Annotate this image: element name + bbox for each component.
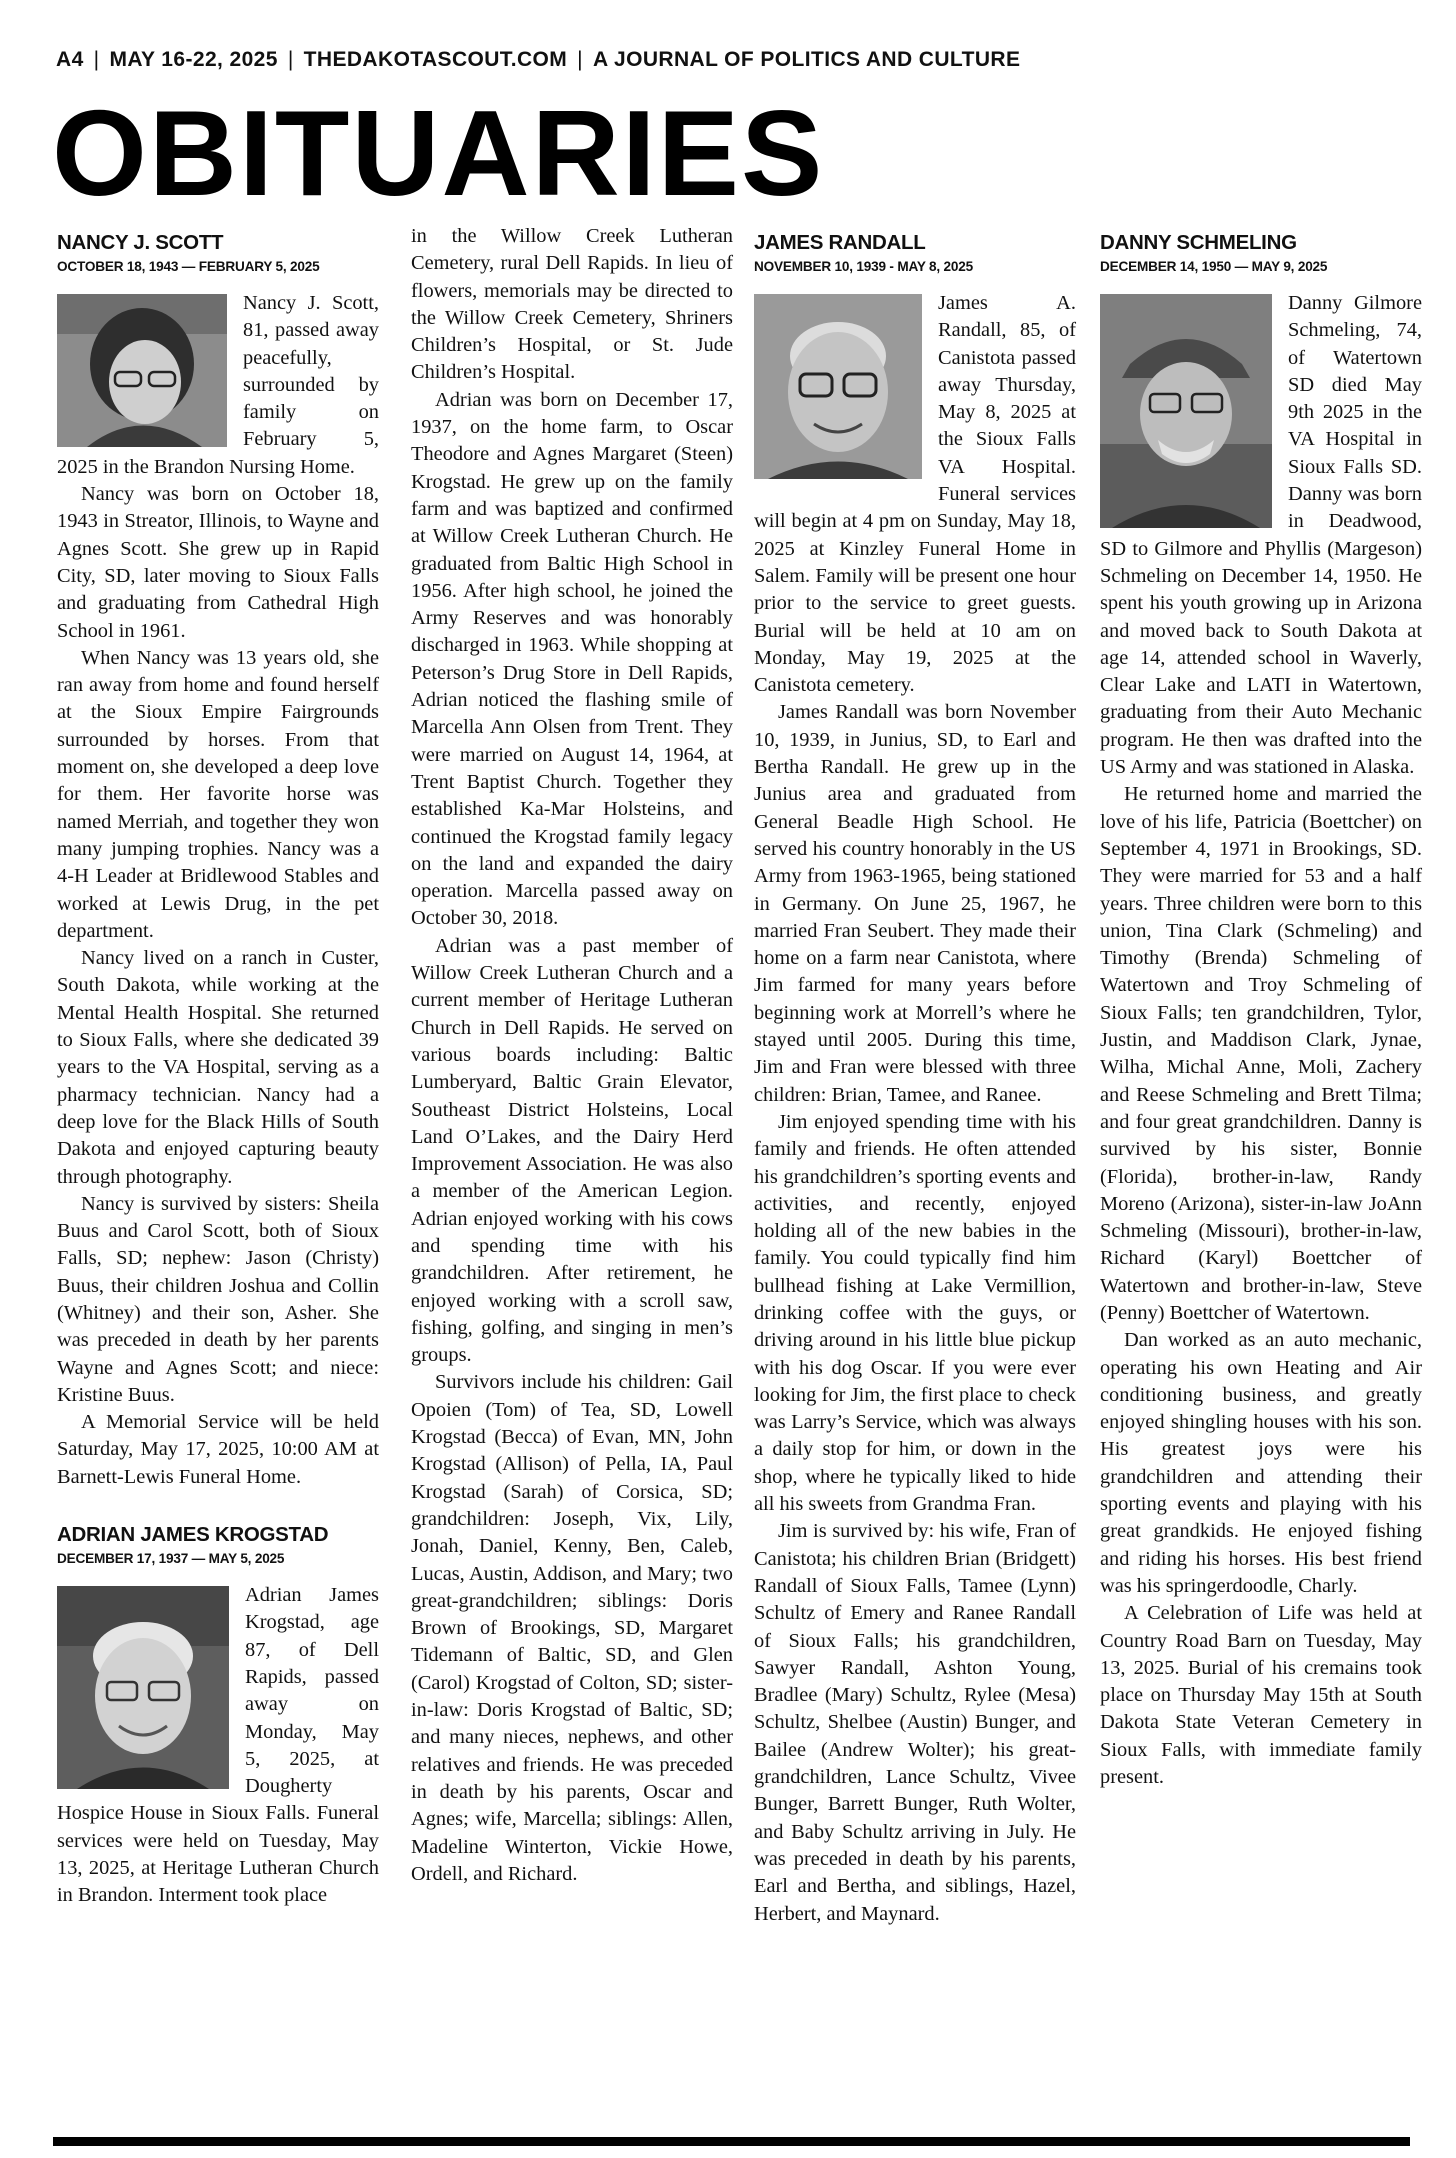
obituary-name-schmeling: DANNY SCHMELING [1100, 231, 1297, 254]
obituary-text: Jim enjoyed spending time with his family and friends. He often attended his grandchildren’s sporting events and activities, and recently, enjoyed holding all of the new babies in the family. You could typically find him bullhead fishing at Lake Vermillion, drinking coffee with the guys, or driving around in his little blue pickup with his dog Oscar. If you were ever looking for Jim, the first place to check was Larry’s Service, which was always a daily stop for him, or down in the shop, where he typically liked to hide all his sweets from Grandma Fran. [754, 1110, 1076, 1516]
obituary-text: James Randall was born November 10, 1939, in Junius, SD, to Earl and Bertha Randall. He grew up in the Junius area and graduated from General Beadle High School. He served his country honorably in the US Army from 1963-1965, being stationed in Germany. On June 25, 1967, he married Fran Seubert. They made their home on a farm near Canistota, where Jim farmed for many years before beginning work at Morrell’s where he stayed until 2005. During this time, Jim and Fran were blessed with three children: Brian, Tamee, and Ranee. [754, 701, 1076, 1106]
obituary-text: When Nancy was 13 years old, she ran away from home and found herself at the Sioux Empire Fairgrounds surrounded by horses. From that moment on, she developed a deep love for them. Her favorite horse was named Merriah, and together they won many jumping trophies. Nancy was a 4-H Leader at Bridlewood Stables and worked at Lewis Drug, in the pet department. [57, 646, 379, 942]
column-3 [754, 225, 1076, 1928]
obituary-name-randall: JAMES RANDALL [754, 231, 926, 254]
obituary-text: Nancy is survived by sisters: Sheila Buus and Carol Scott, both of Sioux Falls, SD; nephew: Jason (Christy) Buus, their children Joshua and Collin (Whitney) and their son, Asher. She was preceded in death by her parents Wayne and Agnes Scott; and niece: Kristine Buus. [57, 1192, 379, 1406]
page-header: A4 | MAY 16-22, 2025 | THEDAKOTASCOUT.COM | A JOURNAL OF POLITICS AND CULTURE [56, 48, 1021, 71]
portrait-photo-krogstad [57, 1586, 229, 1789]
obituary-name-scott: NANCY J. SCOTT [57, 231, 224, 254]
portrait-photo-randall [754, 294, 922, 479]
obituary-dates-scott: OCTOBER 18, 1943 — FEBRUARY 5, 2025 [57, 259, 320, 274]
obituary-dates-schmeling: DECEMBER 14, 1950 — MAY 9, 2025 [1100, 259, 1328, 274]
obituary-dates-krogstad: DECEMBER 17, 1937 — MAY 5, 2025 [57, 1551, 285, 1567]
obituary-text: Adrian was a past member of Willow Creek Lutheran Church and a current member of Heritage Lutheran Church in Dell Rapids. He served on various boards including: Baltic Lumberyard, Baltic Grain Elevator, Southeast District Holsteins, Local Land O’Lakes, and the Dairy Herd Improvement Association. He was also a member of the American Legion. Adrian enjoyed working with his cows and spending time with his grandchildren. After retirement, he enjoyed working with a scroll saw, fishing, golfing, and singing in men’s groups. [411, 934, 733, 1367]
tagline: A JOURNAL OF POLITICS AND CULTURE [593, 48, 1021, 71]
column-2 [411, 223, 733, 1888]
issue-dates: MAY 16-22, 2025 [109, 48, 278, 71]
section-title: OBITUARIES [52, 85, 825, 221]
obituary-text: Nancy J. Scott, 81, passed away peacefully, surrounded by family on February 5, 2025 in the Brandon Nursing Home. [57, 292, 379, 478]
obituary-text: Jim is survived by: his wife, Fran of Canistota; his children Brian (Bridgett) Randall of Sioux Falls, Tamee (Lynn) Schultz of Emery and Ranee Randall of Sioux Falls; his grandchildren, Sawyer Randall, Ashton Young, Bradlee (Mary) Schultz, Rylee (Mesa) Schultz, Shelbee (Austin) Bunger, and Bailee (Andrew Wolter); his great-grandchildren, Lance Schultz, Vivee Bunger, Barrett Bunger, Ruth Wolter, and Baby Schultz arriving in July. He was preceded in death by his parents, Earl and Bertha, and siblings, Hazel, Herbert, and Maynard. [754, 1520, 1076, 1925]
bottom-rule [53, 2137, 1410, 2146]
site-url: THEDAKOTASCOUT.COM [303, 48, 568, 71]
column-4 [1100, 225, 1422, 1791]
obituary-dates-randall: NOVEMBER 10, 1939 - MAY 8, 2025 [754, 259, 973, 274]
obituary-text: Nancy lived on a ranch in Custer, South Dakota, while working at the Mental Health Hospital. She returned to Sioux Falls, where she dedicated 39 years to the VA Hospital, serving as a pharmacy technician. Nancy had a deep love for the Black Hills of South Dakota and enjoyed capturing beauty through photography. [57, 947, 379, 1188]
portrait-photo-scott [57, 294, 227, 447]
obituary-text: Dan worked as an auto mechanic, operating his own Heating and Air conditioning business, and greatly enjoyed shingling houses with his son. His greatest joys were his grandchildren and attending their sporting events and playing with his great grandkids. He enjoyed fishing and riding his horses. His best friend was his springerdoodle, Charly. [1100, 1329, 1422, 1597]
obituary-text: Nancy was born on October 18, 1943 in Streator, Illinois, to Wayne and Agnes Scott. She grew up in Rapid City, SD, later moving to Sioux Falls and graduating from Cathedral High School in 1961. [57, 483, 379, 642]
page-number: A4 [56, 48, 84, 71]
obituary-text: James A. Randall, 85, of Canistota passed away Thursday, May 8, 2025 at the Sioux Falls VA Hospital. Funeral services will begin at 4 pm on Sunday, May 18, 2025 at Kinzley Funeral Home in Salem. Family will be present one hour prior to the service to greet guests. Burial will be held at 10 am on Monday, May 19, 2025 at the Canistota cemetery. [754, 292, 1076, 697]
portrait-photo-schmeling [1100, 294, 1272, 528]
obituary-text: in the Willow Creek Lutheran Cemetery, rural Dell Rapids. In lieu of flowers, memorials may be directed to the Willow Creek Cemetery, Shriners Children’s Hospital, or St. Jude Children’s Hospital. [411, 225, 733, 384]
obituary-text: He returned home and married the love of his life, Patricia (Boettcher) on September 4, 1971 in Brookings, SD. They were married for 53 and a half years. Three children were born to this union, Tina Clark (Schmeling) and Timothy (Brenda) Schmeling of Watertown and Troy Schmeling of Sioux Falls; ten grandchildren, Tylor, Justin, and Maddison Clark, Jynae, Wilha, Michal Anne, Moli, Zachery and Reese Schmeling and Brett Tilma; and four great grandchildren. Danny is survived by his sister, Bonnie (Florida), brother-in-law, Randy Moreno (Arizona), sister-in-law JoAnn Schmeling (Missouri), brother-in-law, Richard (Karyl) Boettcher of Watertown and brother-in-law, Steve (Penny) Boettcher of Watertown. [1100, 783, 1422, 1324]
column-1 [57, 225, 379, 1910]
obituary-text: A Celebration of Life was held at Country Road Barn on Tuesday, May 13, 2025. Burial of his cremains took place on Thursday May 15th at South Dakota State Veteran Cemetery in Sioux Falls, with immediate family present. [1100, 1602, 1422, 1789]
obituary-text: Adrian was born on December 17, 1937, on the home farm, to Oscar Theodore and Agnes Margaret (Steen) Krogstad. He grew up on the family farm and was baptized and confirmed at Willow Creek Lutheran Church. He graduated from Baltic High School in 1956. After high school, he joined the Army Reserves and was honorably discharged in 1963. While shopping at Peterson’s Drug Store in Dell Rapids, Adrian noticed the flashing smile of Marcella Ann Olsen from Trent. They were married on August 14, 1964, at Trent Baptist Church. Together they established Ka-Mar Holsteins, and continued the Krogstad family legacy on the land and expanded the dairy operation. Marcella passed away on October 30, 2018. [411, 388, 733, 930]
obituary-text: Adrian James Krogstad, age 87, of Dell Rapids, passed away on Monday, May 5, 2025, at Dougherty Hospice House in Sioux Falls. Funeral services were held on Tuesday, May 13, 2025, at Heritage Lutheran Church in Brandon. Interment took place [57, 1584, 379, 1907]
obituary-text: Survivors include his children: Gail Opoien (Tom) of Tea, SD, Lowell Krogstad (Becca) of Evan, MN, John Krogstad (Allison) of Pella, IA, Paul Krogstad (Sarah) of Corsica, SD; grandchildren: Joseph, Vix, Lily, Jonah, Daniel, Kenny, Ben, Caleb, Lucas, Austin, Addison, and Mary; two great-grandchildren; siblings: Doris Brown of Brookings, SD, Margaret Tidemann of Baltic, SD, and Glen (Carol) Krogstad of Colton, SD; sister-in-law: Doris Krogstad of Baltic, SD; and many nieces, nephews, and other relatives and friends. He was preceded in death by his parents, Oscar and Agnes; wife, Marcella; siblings: Allen, Madeline Winterton, Vickie Howe, Ordell, and Richard. [411, 1371, 733, 1885]
obituary-name-krogstad: ADRIAN JAMES KROGSTAD [57, 1523, 329, 1547]
obituary-text: A Memorial Service will be held Saturday, May 17, 2025, 10:00 AM at Barnett-Lewis Funeral Home. [57, 1411, 379, 1488]
obituary-text: Danny Gilmore Schmeling, 74, of Watertown SD died May 9th 2025 in the VA Hospital in Sioux Falls SD. Danny was born in Deadwood, SD to Gilmore and Phyllis (Margeson) Schmeling on December 14, 1950. He spent his youth growing up in Arizona and moved back to South Dakota at age 14, attended school in Waverly, Clear Lake and LATI in Watertown, graduating from their Auto Mechanic program. He then was drafted into the US Army and was stationed in Alaska. [1100, 292, 1422, 779]
